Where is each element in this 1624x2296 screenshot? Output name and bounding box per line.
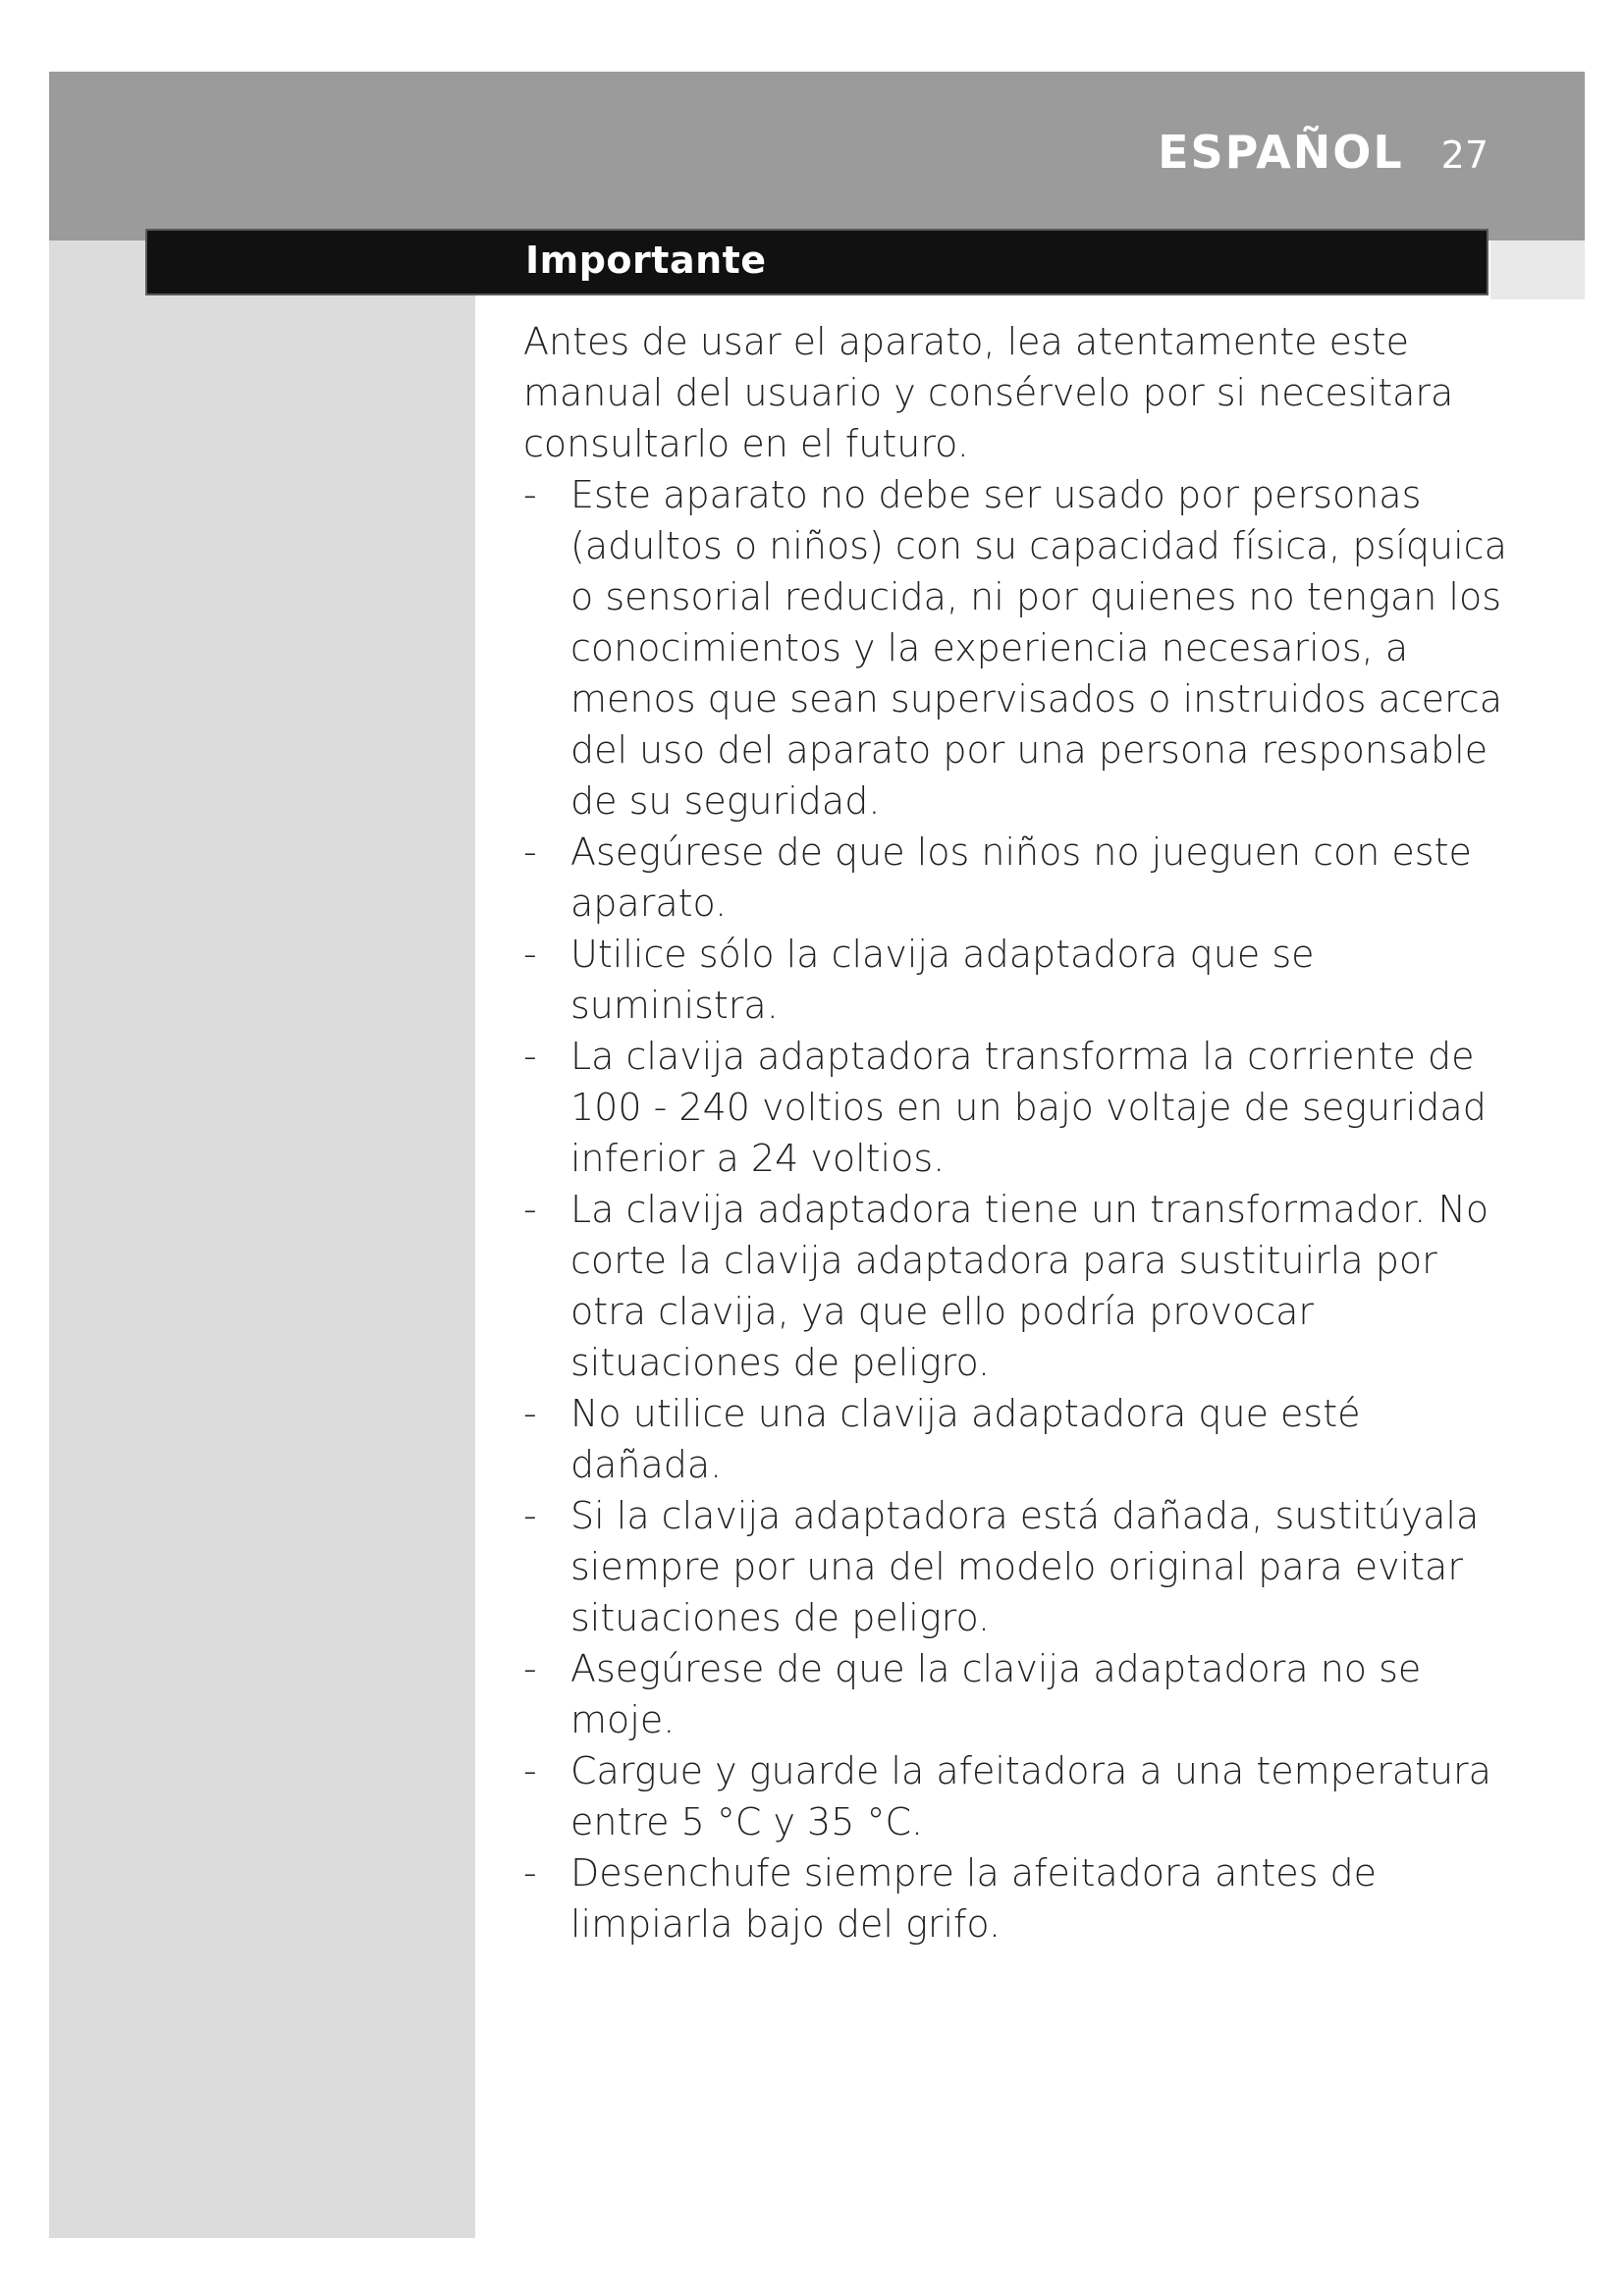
- list-item-text: La clavija adaptadora tiene un transformador. No corte la clavija adaptadora para sustituirla por otra clavija, ya que ello podría provocar situaciones de peligro.: [570, 1188, 1489, 1384]
- list-item-text: No utilice una clavija adaptadora que esté dañada.: [570, 1392, 1361, 1486]
- page-header: [1158, 126, 1489, 179]
- list-item-text: Este aparato no debe ser usado por personas (adultos o niños) con su capacidad física, psíquica o sensorial reducida, ni por quienes no tengan los conocimientos y la experiencia necesarios, a menos que sean supervisados o instruidos acerca del uso del aparato por una persona responsable de su seguridad.: [570, 473, 1507, 823]
- page-number: 27: [1440, 133, 1489, 177]
- list-item: - Desenchufe siempre la afeitadora antes de limpiarla bajo del grifo.: [523, 1851, 1378, 1946]
- list-item: - Asegúrese de que la clavija adaptadora no se moje.: [523, 1647, 1422, 1741]
- list-item-text: Utilice sólo la clavija adaptadora que se suministra.: [570, 933, 1315, 1027]
- list-item: - La clavija adaptadora tiene un transformador. No corte la clavija adaptadora para sustituirla por otra clavija, ya que ello podría provocar situaciones de peligro.: [523, 1188, 1489, 1384]
- list-item-text: Cargue y guarde la afeitadora a una temperatura entre 5 °C y 35 °C.: [570, 1749, 1491, 1843]
- list-item: - Asegúrese de que los niños no jueguen con este aparato.: [523, 830, 1472, 925]
- list-item: - Este aparato no debe ser usado por personas (adultos o niños) con su capacidad física, psíquica o sensorial reducida, ni por quienes no tengan los conocimientos y la experiencia necesarios, a menos que sean supervisados o instruidos acerca del uso del aparato por una persona responsable de su seguridad.: [523, 473, 1507, 823]
- list-item-text: Si la clavija adaptadora está dañada, sustitúyala siempre por una del modelo original para evitar situaciones de peligro.: [570, 1494, 1480, 1639]
- list-item-text: Desenchufe siempre la afeitadora antes de limpiarla bajo del grifo.: [570, 1851, 1378, 1946]
- side-margin-band: [49, 240, 475, 2238]
- list-item: - Utilice sólo la clavija adaptadora que se suministra.: [523, 933, 1315, 1027]
- intro-paragraph: Antes de usar el aparato, lea atentamente este manual del usuario y consérvelo por si necesitara consultarlo en el futuro.: [523, 320, 1454, 465]
- section-heading-bar: [145, 229, 1489, 295]
- language-label: ESPAÑOL: [1158, 126, 1404, 179]
- list-item-text: La clavija adaptadora transforma la corriente de 100 - 240 voltios en un bajo voltaje de seguridad inferior a 24 voltios.: [570, 1035, 1487, 1180]
- list-item: - No utilice una clavija adaptadora que esté dañada.: [523, 1392, 1361, 1486]
- list-item: - La clavija adaptadora transforma la corriente de 100 - 240 voltios en un bajo voltaje de seguridad inferior a 24 voltios.: [523, 1035, 1487, 1180]
- list-item-text: Asegúrese de que los niños no jueguen con este aparato.: [570, 830, 1472, 925]
- decorative-shade: [1490, 240, 1585, 299]
- body-text: [523, 316, 1515, 1949]
- list-item: - Si la clavija adaptadora está dañada, sustitúyala siempre por una del modelo original para evitar situaciones de peligro.: [523, 1494, 1480, 1639]
- list-item-text: Asegúrese de que la clavija adaptadora no se moje.: [570, 1647, 1422, 1741]
- safety-list: [523, 469, 1515, 1949]
- list-item: - Cargue y guarde la afeitadora a una temperatura entre 5 °C y 35 °C.: [523, 1749, 1491, 1843]
- section-title: Importante: [525, 239, 767, 282]
